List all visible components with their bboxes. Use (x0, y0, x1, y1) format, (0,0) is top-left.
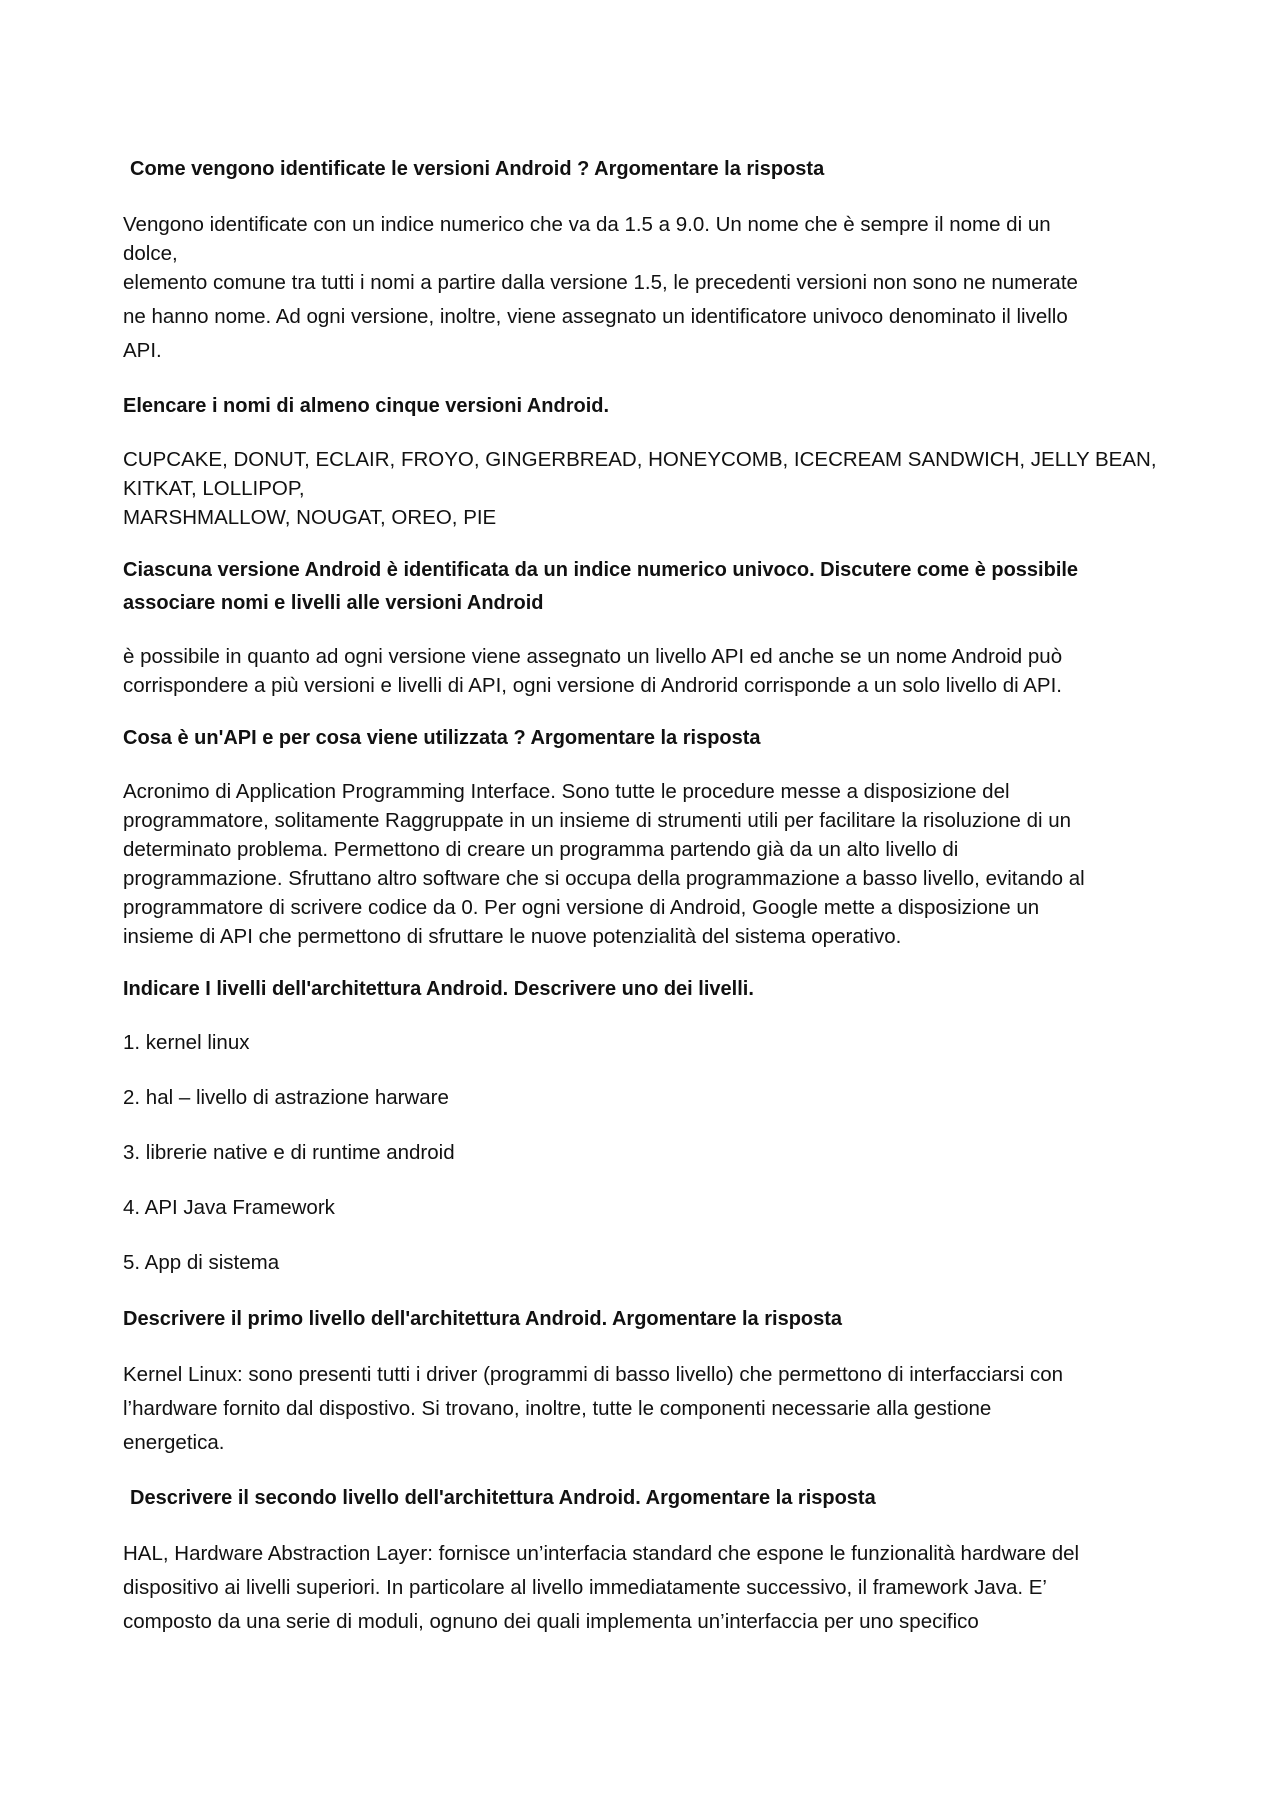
answer-line: elemento comune tra tutti i nomi a partire dalla versione 1.5, le precedenti versioni non sono ne numerate (123, 271, 1078, 294)
answer-line: programmazione. Sfruttano altro software che si occupa della programmazione a basso livello, evitando al (123, 867, 1085, 890)
document-content (123, 153, 1163, 1661)
answer-line: corrispondere a più versioni e livelli di API, ogni versione di Androrid corrisponde a un solo livello di API. (123, 674, 1062, 697)
question-line: Ciascuna versione Android è identificata da un indice numerico univoco. Discutere come è possibile (123, 559, 1079, 581)
question-heading: Descrivere il primo livello dell'architettura Android. Argomentare la risposta (123, 1308, 843, 1330)
question-heading: Elencare i nomi di almeno cinque versioni Android. (123, 395, 610, 417)
list-item: 5. App di sistema (123, 1251, 280, 1274)
answer-line: è possibile in quanto ad ogni versione viene assegnato un livello API ed anche se un nome Android può (123, 645, 1063, 668)
answer-line: programmatore, solitamente Raggruppate in un insieme di strumenti utili per facilitare la risoluzione di un (123, 809, 1072, 832)
answer-line: determinato problema. Permettono di creare un programma partendo già da un alto livello di (123, 838, 959, 861)
answer-line: programmatore di scrivere codice da 0. Per ogni versione di Android, Google mette a disposizione un (123, 896, 1040, 919)
list-item: 4. API Java Framework (123, 1196, 335, 1219)
architecture-levels-list (123, 1028, 1163, 1277)
answer-paragraph (123, 1537, 1163, 1639)
question-heading (123, 554, 1163, 620)
answer-line: Kernel Linux: sono presenti tutti i driver (programmi di basso livello) che permettono di interfacciarsi con (123, 1363, 1064, 1386)
answer-line: dolce, (123, 242, 178, 265)
answer-line: API. (123, 339, 162, 362)
answer-line: insieme di API che permettono di sfruttare le nuove potenzialità del sistema operativo. (123, 925, 902, 948)
answer-line: Acronimo di Application Programming Interface. Sono tutte le procedure messe a disposizione del (123, 780, 1010, 803)
answer-paragraph (123, 777, 1163, 951)
answer-line: composto da una serie di moduli, ognuno dei quali implementa un’interfaccia per uno specifico (123, 1610, 979, 1633)
answer-paragraph (123, 445, 1163, 532)
answer-paragraph (123, 642, 1163, 700)
answer-line: dispositivo ai livelli superiori. In particolare al livello immediatamente successivo, il framework Java. E’ (123, 1576, 1047, 1599)
answer-line: Vengono identificate con un indice numerico che va da 1.5 a 9.0. Un nome che è sempre il nome di un (123, 213, 1051, 236)
question-heading: Indicare I livelli dell'architettura Android. Descrivere uno dei livelli. (123, 978, 754, 1000)
question-line: associare nomi e livelli alle versioni Android (123, 592, 544, 614)
answer-line: CUPCAKE, DONUT, ECLAIR, FROYO, GINGERBREAD, HONEYCOMB, ICECREAM SANDWICH, JELLY BEAN, (123, 448, 1157, 471)
question-heading: Cosa è un'API e per cosa viene utilizzata ? Argomentare la risposta (123, 727, 761, 749)
question-heading: Descrivere il secondo livello dell'architettura Android. Argomentare la risposta (130, 1487, 876, 1509)
answer-line: ne hanno nome. Ad ogni versione, inoltre, viene assegnato un identificatore univoco denominato il livello (123, 305, 1068, 328)
question-heading: Come vengono identificate le versioni Android ? Argomentare la risposta (130, 158, 825, 180)
answer-paragraph (123, 1358, 1163, 1460)
answer-line: KITKAT, LOLLIPOP, (123, 477, 305, 500)
list-item: 3. librerie native e di runtime android (123, 1141, 455, 1164)
answer-line: MARSHMALLOW, NOUGAT, OREO, PIE (123, 506, 497, 529)
answer-line: energetica. (123, 1431, 225, 1454)
list-item: 2. hal – livello di astrazione harware (123, 1086, 449, 1109)
answer-paragraph (123, 208, 1163, 368)
answer-line: l’hardware fornito dal dispostivo. Si trovano, inoltre, tutte le componenti necessarie alla gestione (123, 1397, 992, 1420)
list-item: 1. kernel linux (123, 1031, 250, 1054)
answer-line: HAL, Hardware Abstraction Layer: fornisce un’interfacia standard che espone le funzionalità hardware del (123, 1542, 1080, 1565)
